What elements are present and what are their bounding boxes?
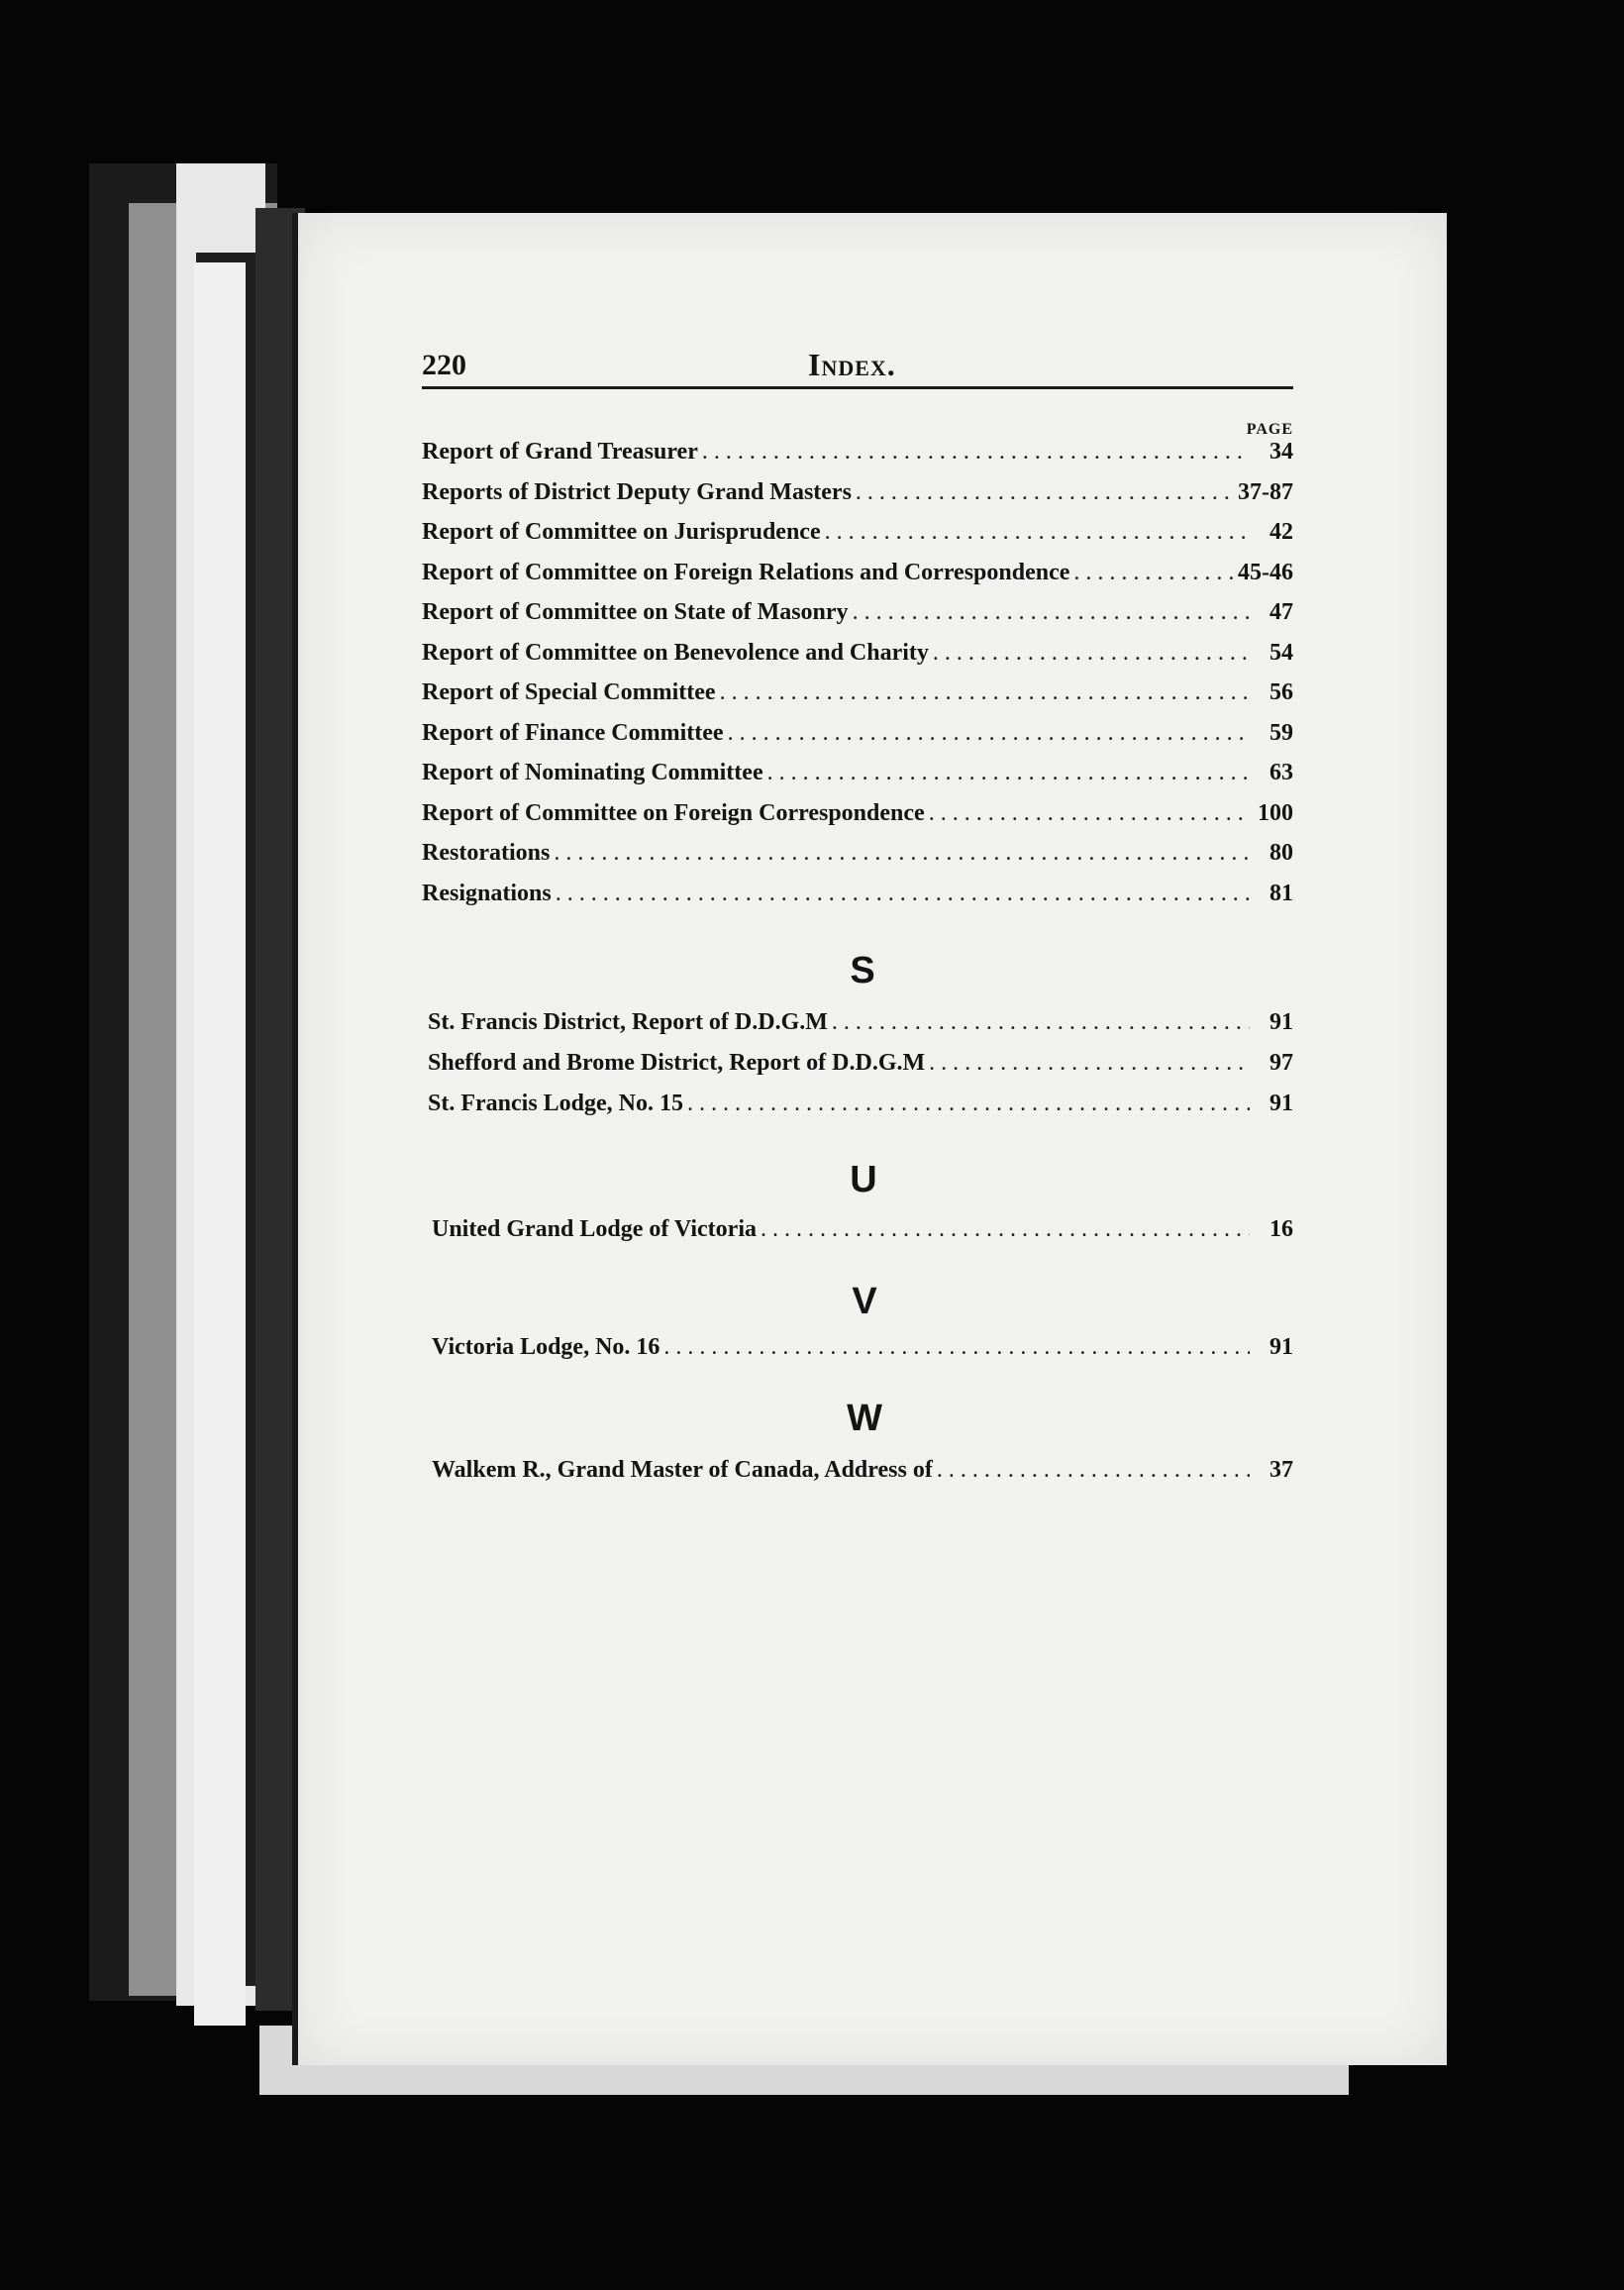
index-entry [422, 1009, 1293, 1050]
entry-page: 91 [1269, 1009, 1293, 1035]
entry-label: Report of Committee on Foreign Relations and Correspondence [422, 559, 1070, 585]
index-section-v [422, 1334, 1293, 1375]
entry-label: Restorations [422, 840, 551, 866]
entry-page: 81 [1269, 880, 1293, 906]
book-page [292, 213, 1447, 2065]
entry-label: Report of Finance Committee [422, 719, 724, 746]
entry-label: Walkem R., Grand Master of Canada, Address of [432, 1457, 933, 1483]
dot-leader [853, 599, 1250, 626]
entry-label: Victoria Lodge, No. 16 [432, 1333, 660, 1360]
dot-leader [761, 1216, 1250, 1243]
dot-leader [556, 881, 1250, 907]
dot-leader [825, 519, 1250, 546]
entry-page: 59 [1269, 719, 1293, 746]
index-entry [422, 479, 1293, 520]
index-entry [422, 599, 1293, 640]
entry-page: 54 [1269, 639, 1293, 666]
index-section-u [422, 1216, 1293, 1257]
page-header [422, 337, 1293, 389]
index-entry [422, 519, 1293, 560]
dot-leader [767, 760, 1250, 786]
entry-page: 91 [1269, 1091, 1293, 1116]
dot-leader [554, 840, 1250, 867]
dot-leader [702, 439, 1250, 466]
entry-page: 56 [1269, 679, 1293, 705]
dot-leader [663, 1334, 1250, 1361]
dot-leader [832, 1009, 1250, 1036]
entry-page: 34 [1269, 439, 1293, 465]
entry-label: Report of Special Committee [422, 679, 716, 705]
entry-label: Reports of District Deputy Grand Masters [422, 478, 852, 505]
entry-page: 97 [1269, 1050, 1293, 1076]
entry-page: 100 [1258, 799, 1293, 826]
entry-page: 45-46 [1238, 559, 1293, 585]
entry-page: 16 [1269, 1216, 1293, 1242]
index-entry [422, 720, 1293, 761]
entry-label: Report of Committee on Jurisprudence [422, 519, 821, 545]
entry-label: Resignations [422, 880, 552, 906]
entry-label: Report of Committee on Foreign Correspondence [422, 799, 925, 826]
dot-leader [933, 640, 1250, 667]
index-entry [422, 881, 1293, 921]
dot-leader [1073, 560, 1234, 586]
entry-label: Report of Grand Treasurer [422, 439, 698, 465]
index-entry [422, 1457, 1293, 1498]
running-title: Index. [808, 347, 896, 382]
entry-page: 63 [1269, 760, 1293, 785]
section-letter-heading: S [850, 950, 875, 991]
page-content [422, 337, 1293, 1498]
dot-leader [720, 679, 1250, 706]
entry-page: 37 [1269, 1457, 1293, 1483]
section-letter-heading: W [847, 1398, 882, 1439]
index-entry [422, 1334, 1293, 1375]
index-entry [422, 1216, 1293, 1257]
index-entry [422, 560, 1293, 600]
index-entry [422, 1050, 1293, 1091]
dot-leader [687, 1091, 1250, 1117]
index-section-s [422, 1009, 1293, 1131]
index-entry [422, 760, 1293, 800]
entry-page: 91 [1269, 1333, 1293, 1360]
index-section-r [422, 439, 1293, 920]
dot-leader [856, 479, 1234, 506]
section-letter-heading: V [852, 1280, 877, 1322]
entry-label: Report of Committee on State of Masonry [422, 599, 849, 625]
index-entry [422, 840, 1293, 881]
entry-page: 80 [1269, 840, 1293, 866]
index-entry [422, 800, 1293, 841]
dot-leader [929, 800, 1250, 827]
index-section-w [422, 1457, 1293, 1498]
dot-leader [728, 720, 1250, 747]
entry-label: Shefford and Brome District, Report of D.D.G.M [428, 1050, 926, 1076]
entry-page: 47 [1269, 599, 1293, 625]
index-entry [422, 1091, 1293, 1131]
section-letter-heading: U [850, 1159, 877, 1200]
dot-leader [929, 1050, 1250, 1077]
entry-label: St. Francis District, Report of D.D.G.M [428, 1009, 828, 1035]
page-column-label: PAGE [1246, 421, 1293, 438]
index-entry [422, 679, 1293, 720]
page-stack-edge [194, 262, 246, 2026]
entry-page: 42 [1269, 519, 1293, 545]
entry-label: Report of Committee on Benevolence and Charity [422, 639, 929, 666]
index-entry [422, 640, 1293, 680]
entry-page: 37-87 [1238, 478, 1293, 505]
entry-label: St. Francis Lodge, No. 15 [428, 1091, 683, 1116]
entry-label: Report of Nominating Committee [422, 760, 763, 785]
page-number: 220 [422, 349, 466, 381]
dot-leader [937, 1457, 1250, 1484]
index-entry [422, 439, 1293, 479]
entry-label: United Grand Lodge of Victoria [432, 1216, 757, 1242]
